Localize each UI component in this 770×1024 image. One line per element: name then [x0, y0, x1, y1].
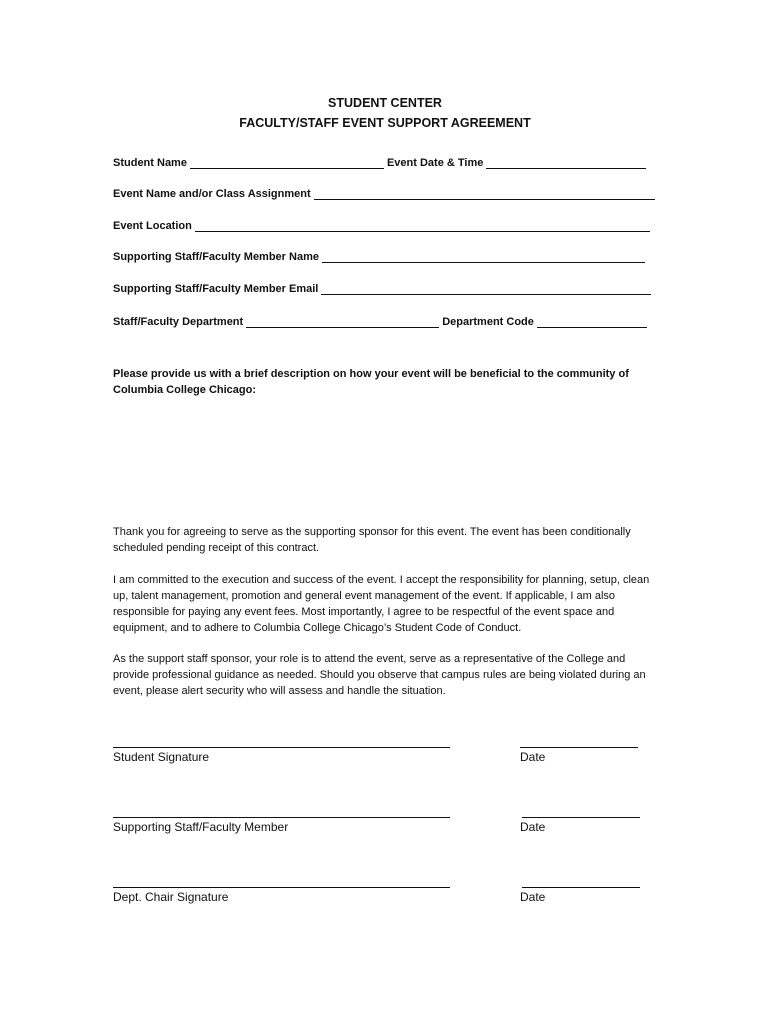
supporting-date-line[interactable]	[522, 817, 640, 818]
department-code-field[interactable]	[537, 316, 647, 328]
supporting-name-field[interactable]	[322, 251, 645, 263]
department-code-label: Department Code	[442, 316, 534, 328]
supporting-signature-label: Supporting Staff/Faculty Member	[113, 820, 289, 834]
event-date-time-label: Event Date & Time	[386, 157, 484, 169]
student-name-field[interactable]	[190, 157, 384, 169]
supporting-name-label: Supporting Staff/Faculty Member Name	[113, 251, 319, 263]
paragraph-commitment: I am committed to the execution and success of the event. I accept the responsibility for planning, setup, clean up, talent management, promotion and general event management of the event. If applicable, I am also responsible for paying any event fees. Most importantly, I agree to be respectful of the event space and equipment, and to adhere to Columbia College Chicago’s Student Code of Conduct.	[113, 574, 650, 634]
department-label: Staff/Faculty Department	[113, 316, 244, 328]
chair-signature-label: Dept. Chair Signature	[113, 890, 229, 904]
student-signature-line[interactable]	[113, 747, 450, 748]
supporting-signature-line[interactable]	[113, 817, 450, 818]
supporting-date-label: Date	[520, 820, 546, 834]
paragraph-thank-you: Thank you for agreeing to serve as the supporting sponsor for this event. The event has been conditionally scheduled pending receipt of this contract.	[113, 526, 631, 554]
form-title-line2: FACULTY/STAFF EVENT SUPPORT AGREEMENT	[239, 116, 531, 130]
supporting-name-row	[113, 251, 648, 263]
student-name-row	[113, 157, 649, 169]
student-name-label: Student Name	[113, 157, 187, 169]
event-name-field[interactable]	[314, 188, 655, 200]
chair-signature-line[interactable]	[113, 887, 450, 888]
event-name-row	[113, 188, 658, 200]
department-row	[113, 316, 650, 328]
supporting-email-row	[113, 283, 654, 295]
event-name-label: Event Name and/or Class Assignment	[113, 188, 311, 200]
student-date-line[interactable]	[520, 747, 638, 748]
event-location-field[interactable]	[195, 220, 650, 232]
chair-date-line[interactable]	[522, 887, 640, 888]
paragraph-role: As the support staff sponsor, your role is to attend the event, serve as a representative of the College and provide professional guidance as needed. Should you observe that campus rules are being violated during an event, please alert security who will assess and handle the situation.	[113, 653, 646, 697]
form-title-line1: STUDENT CENTER	[328, 96, 442, 110]
student-date-label: Date	[520, 750, 546, 764]
chair-date-label: Date	[520, 890, 546, 904]
student-signature-label: Student Signature	[113, 750, 210, 764]
event-date-time-field[interactable]	[486, 157, 646, 169]
event-location-row	[113, 220, 653, 232]
supporting-email-field[interactable]	[321, 283, 651, 295]
event-location-label: Event Location	[113, 220, 192, 232]
supporting-email-label: Supporting Staff/Faculty Member Email	[113, 283, 319, 295]
description-prompt: Please provide us with a brief description on how your event will be beneficial to the community of Columbia College Chicago:	[113, 368, 629, 396]
department-field[interactable]	[246, 316, 439, 328]
